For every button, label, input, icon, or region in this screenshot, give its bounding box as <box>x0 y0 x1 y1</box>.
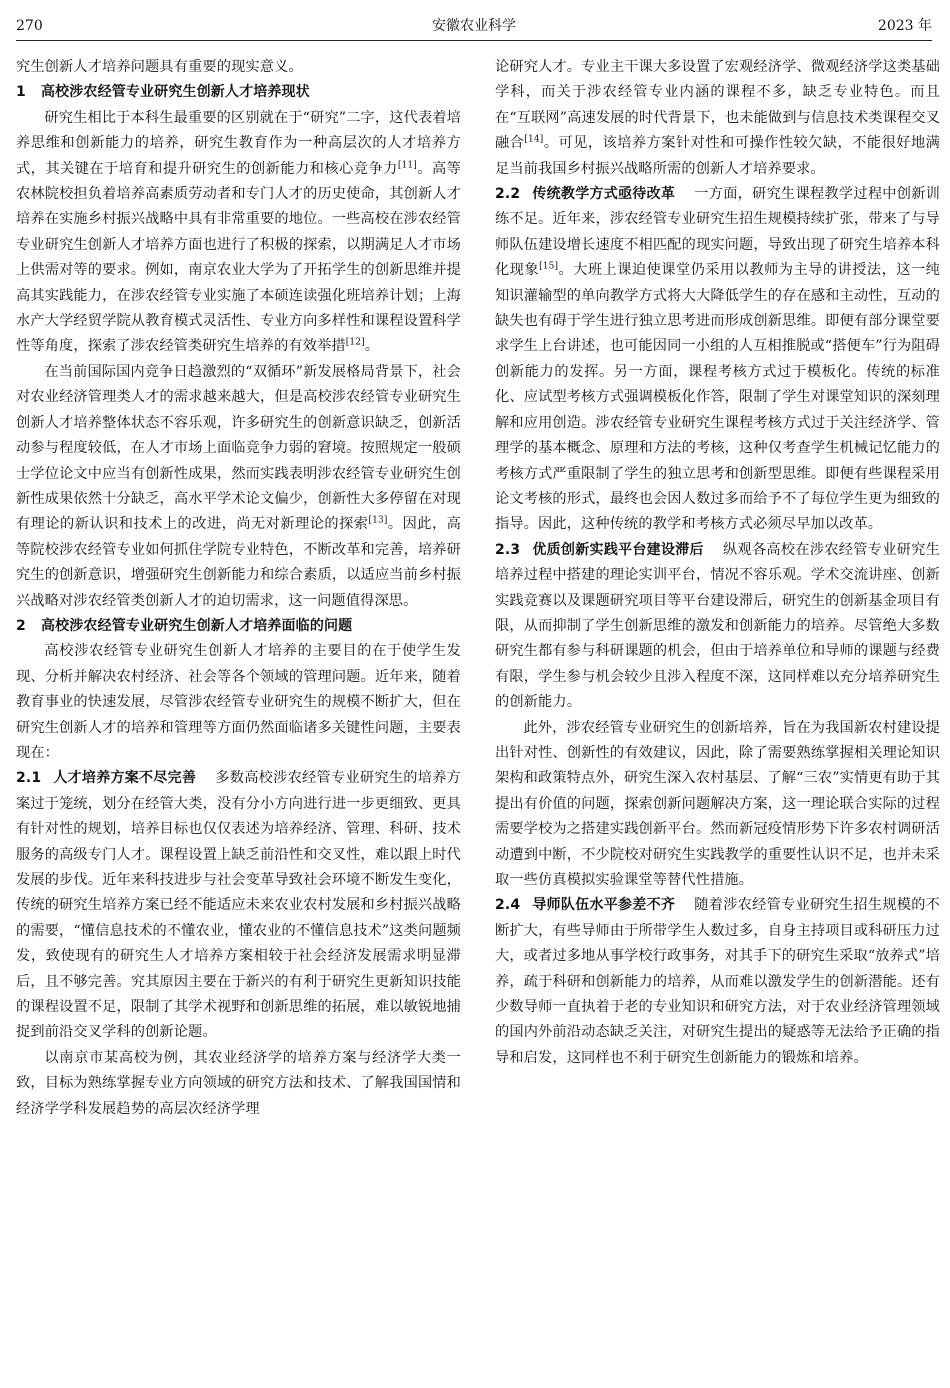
left-column <box>16 55 461 1122</box>
subsection-2-2 <box>495 182 940 538</box>
paragraph-text: 多数高校涉农经管专业研究生的培养方案过于笼统，划分在经管大类，没有分小方向进行进一步更细致、更具有针对性的规划，培养目标也仅仅表述为培养经济、管理、科研、技术服务的高级专门人才。课程设置上缺乏前沿性和交叉性，难以跟上时代发展的步伐。近年来科技进步与社会变革导致社会环境不断发生变化，传统的研究生培养方案已经不能适应未来农业农村发展和乡村振兴战略的需要，“懂信息技术的不懂农业，懂农业的不懂信息技术”这类问题频发，致使现有的研究生人才培养方案相较于社会经济发展需求明显滞后，且不够完善。究其原因主要在于新兴的有利于研究生更新知识技能的课程设置不足，限制了其学术视野和创新思维的拓展，难以敏锐地捕捉到前沿交叉学科的创新论题。 <box>16 770 462 1041</box>
paragraph-text: 论研究人才。专业主干课大多设置了宏观经济学、微观经济学这类基础学科，而关于涉农经管专业内涵的课程不多，缺乏专业特色。而且在“互联网”高速发展的时代背景下，也未能做到与信息技术类课程交叉融合 <box>495 59 940 152</box>
section-2-heading <box>16 614 461 639</box>
subsection-title: 导师队伍水平参差不齐 <box>532 897 676 914</box>
paragraph-text: 。因此，高等院校涉农经管专业如何抓住学院专业特色，不断改革和完善，培养研究生的创新意识，增强研究生创新能力和综合素质，以适应当前乡村振兴战略对涉农经管类创新人才的迫切需求，这一问题值得深思。 <box>16 516 461 609</box>
right-column <box>495 55 940 1071</box>
subsection-number: 2.2 <box>495 186 521 203</box>
paragraph-text: 。大班上课迫使课堂仍采用以教师为主导的讲授法，这一纯知识灌输型的单向教学方式将大大降低学生的存在感和主动性，互动的缺失也有碍于学生进行独立思考进而形成创新思维。即便有部分课堂要求学生上台讲述，也可能因同一小组的人互相推脱或“搭便车”行为阻碍创新能力的发挥。另一方面，课程考核方式过于模板化。传统的标准化、应试型考核方式强调模板化作答，限制了学生对课堂知识的深刻理解和应用创造。涉农经管专业研究生课程考核方式过于关注经济学、管理学的基本概念、原理和方法的考核，这种仅考查学生机械记忆能力的考核方式严重限制了学生的独立思考和创新型思维。即便有些课程采用论文考核的形式，最终也会因人数过多而给予不了每位学生更为细致的指导。因此，这种传统的教学和考核方式必须尽早加以改革。 <box>495 262 940 533</box>
paragraph: 高校涉农经管专业研究生创新人才培养的主要目的在于使学生发现、分析并解决农村经济、社会等各个领域的管理问题。近年来，随着教育事业的快速发展，尽管涉农经管专业研究生的规模不断扩大，但在研究生创新人才的培养和管理等方面仍然面临诸多关键性问题，主要表现在： <box>16 643 461 761</box>
subsection-2-1 <box>16 766 461 1045</box>
paragraph <box>16 360 461 614</box>
paragraph-text: 。 <box>364 338 380 355</box>
subsection-heading <box>16 770 196 786</box>
paragraph-text: 一方面，研究生课程教学过程中创新训练不足。近年来，涉农经管专业研究生招生规模持续扩张，带来了与导师队伍建设增长速度不相匹配的现实问题，导致出现了研究生培养本科化现象 <box>495 186 941 279</box>
paragraph: 究生创新人才培养问题具有重要的现实意义。 <box>16 59 303 75</box>
citation: [11] <box>397 159 417 170</box>
paragraph <box>495 55 940 182</box>
subsection-heading <box>495 897 675 913</box>
paragraph: 此外，涉农经管专业研究生的创新培养，旨在为我国新农村建设提出针对性、创新性的有效建议，因此，除了需要熟练掌握相关理论知识架构和政策特点外，研究生深入农村基层、了解“三农”实情更有助于其提出有价值的问题，探索创新问题解决方案，这一理论联合实际的过程需要学校为之搭建实践创新平台。然而新冠疫情形势下许多农村调研活动遭到中断，不少院校对研究生实践教学的重要性认识不足，也并未采取一些仿真模拟实验课堂等替代性措施。 <box>495 719 940 888</box>
paragraph-text: 在当前国际国内竞争日趋激烈的“双循环”新发展格局背景下，社会对农业经济管理类人才的需求越来越大，但是高校涉农经管专业研究生创新人才培养整体状态不容乐观，许多研究生的创新意识缺乏，创新活动参与程度较低，在人才市场上面临竞争力弱的窘境。按照规定一般硕士学位论文中应当有创新性成果，然而实践表明涉农经管专业研究生创新性成果依然十分缺乏，高水平学术论文偏少，创新性大多停留在对现有理论的新认识和技术上的改进，尚无对新理论的探索 <box>16 363 461 533</box>
subsection-title: 传统教学方式亟待改革 <box>532 186 676 203</box>
paragraph: 以南京市某高校为例，其农业经济学的培养方案与经济学大类一致，目标为熟练掌握专业方向领域的研究方法和技术、了解我国国情和经济学学科发展趋势的高层次经济学理 <box>16 1049 461 1117</box>
section-number: 2 <box>16 617 26 634</box>
paragraph-text: 。可见，该培养方案针对性和可操作性较欠缺，不能很好地满足当前我国乡村振兴战略所需的创新人才培养要求。 <box>495 135 940 177</box>
section-number: 1 <box>16 84 26 101</box>
section-1-heading <box>16 80 461 105</box>
paragraph-text: 纵观各高校在涉农经管专业研究生培养过程中搭建的理论实训平台，情况不容乐观。学术交流讲座、创新实践竞赛以及课题研究项目等平台建设滞后，研究生的创新基金项目有限，从而抑制了学生创新思维的激发和创新能力的培养。尽管绝大多数研究生都有参与科研课题的机会，但由于培养单位和导师的课题与经费有限，学生参与机会较少且涉入程度不深，这同样难以充分培养研究生的创新能力。 <box>495 541 940 711</box>
subsection-title: 优质创新实践平台建设滞后 <box>532 541 704 558</box>
section-title: 高校涉农经管专业研究生创新人才培养现状 <box>40 84 310 101</box>
subsection-2-4 <box>495 893 940 1071</box>
paragraph-text: 研究生相比于本科生最重要的区别就在于“研究”二字，这代表着培养思维和创新能力的培养，研究生教育作为一种高层次的人才培养方式，其关键在于培育和提升研究生的创新能力和核心竞争力 <box>16 109 461 177</box>
subsection-heading <box>495 186 675 202</box>
section-title: 高校涉农经管专业研究生创新人才培养面临的问题 <box>40 617 353 634</box>
subsection-number: 2.4 <box>495 897 521 914</box>
paragraph-text: 。高等农林院校担负着培养高素质劳动者和专门人才的历史使命，其创新人才培养在实施乡村振兴战略中具有非常重要的地位。一些高校在涉农经管专业研究生创新人才培养方面也进行了积极的探索，以期满足人才市场上供需对等的要求。例如，南京农业大学为了开拓学生的创新思维并提高其实践能力，在涉农经管专业实施了本硕连读强化班培养计划；上海水产大学经贸学院从教育模式灵活性、专业方向多样性和课程设置科学性等角度，探索了涉农经管类研究生培养的有效举措 <box>16 160 461 355</box>
citation: [14] <box>524 134 544 145</box>
page-header <box>16 10 932 41</box>
year-label: 2023 年 <box>877 18 932 34</box>
subsection-number: 2.1 <box>16 770 42 787</box>
page-number: 270 <box>16 18 43 34</box>
subsection-heading <box>495 542 704 558</box>
citation: [13] <box>368 515 388 526</box>
citation: [15] <box>539 261 559 272</box>
citation: [12] <box>345 337 365 348</box>
journal-title: 安徽农业科学 <box>432 18 516 34</box>
subsection-2-3 <box>495 538 940 716</box>
paragraph-text: 随着涉农经管专业研究生招生规模的不断扩大，有些导师由于所带学生人数过多，自身主持项目或科研压力过大，或者过多地从事学校行政事务，对其手下的研究生采取“放养式”培养，疏于科研和创新能力的培养，从而难以激发学生的创新潜能。还有少数导师一直执着于老的专业知识和研究方法，对于农业经济管理领域的国内外前沿动态缺乏关注，对研究生提出的疑惑等无法给予正确的指导和启发，这同样也不利于研究生创新能力的锻炼和培养。 <box>495 897 941 1066</box>
subsection-title: 人才培养方案不尽完善 <box>53 770 197 787</box>
subsection-number: 2.3 <box>495 541 521 558</box>
paragraph <box>16 106 461 360</box>
